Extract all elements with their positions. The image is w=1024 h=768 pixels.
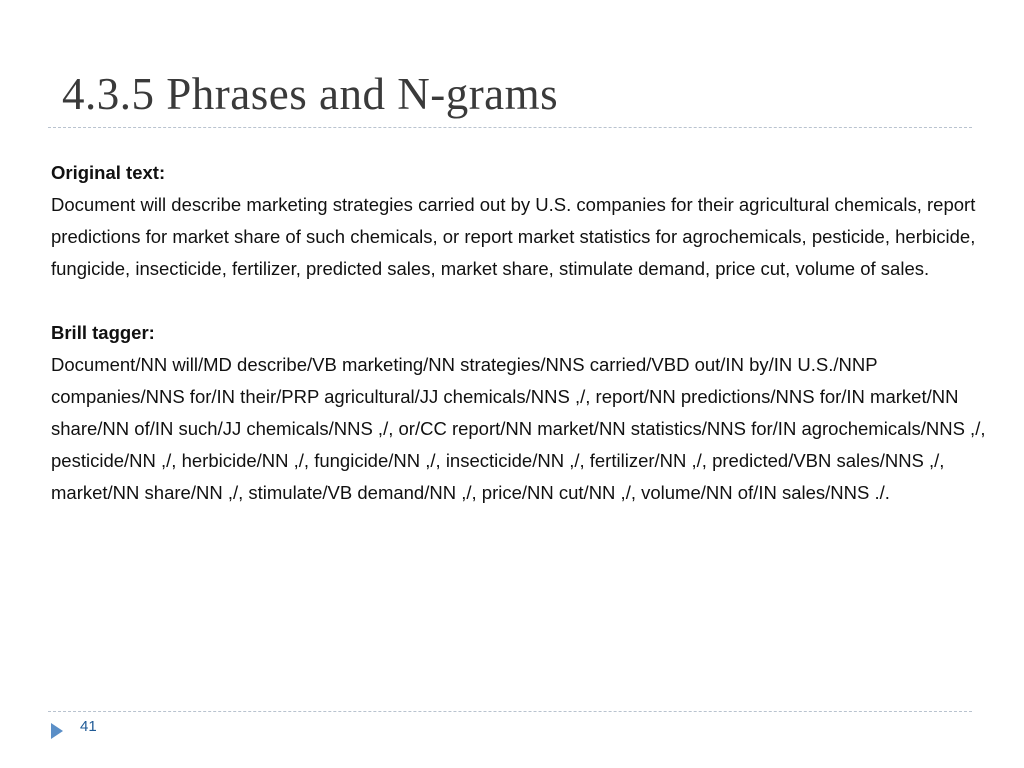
brill-tagger-paragraph: Document/NN will/MD describe/VB marketing/NN strategies/NNS carried/VBD out/IN by/IN U.S./NNP companies/NNS for/IN their/PRP agricultural/JJ chemicals/NNS ,/, report/NN predictions/NNS for/IN market/NN share/NN of/IN such/JJ chemicals/NNS ,/, or/CC report/NN market/NN statistics/NNS for/IN agrochemicals/NNS ,/, pesticide/NN ,/, herbicide/NN ,/, fungicide/NN ,/, insecticide/NN ,/, fertilizer/NN ,/, predicted/VBN sales/NNS ,/, market/NN share/NN ,/, stimulate/VB demand/NN ,/, price/NN cut/NN ,/, volume/NN of/IN sales/NNS ./. bbox=[51, 354, 986, 503]
slide-title: 4.3.5 Phrases and N-grams bbox=[62, 69, 559, 119]
triangle-right-icon bbox=[50, 722, 64, 740]
footer-divider bbox=[48, 711, 972, 712]
brill-tagger-heading: Brill tagger: bbox=[51, 322, 155, 343]
original-text-paragraph: Document will describe marketing strategies carried out by U.S. companies for their agricultural chemicals, report predictions for market share of such chemicals, or report market statistics for agrochemicals, pesticide, herbicide, fungicide, insecticide, fertilizer, predicted sales, market share, stimulate demand, price cut, volume of sales. bbox=[51, 194, 976, 279]
title-divider bbox=[48, 127, 972, 128]
page-number: 41 bbox=[80, 718, 97, 735]
slide-body bbox=[51, 157, 1011, 509]
section-spacer bbox=[51, 285, 1011, 317]
original-text-heading: Original text: bbox=[51, 162, 166, 183]
